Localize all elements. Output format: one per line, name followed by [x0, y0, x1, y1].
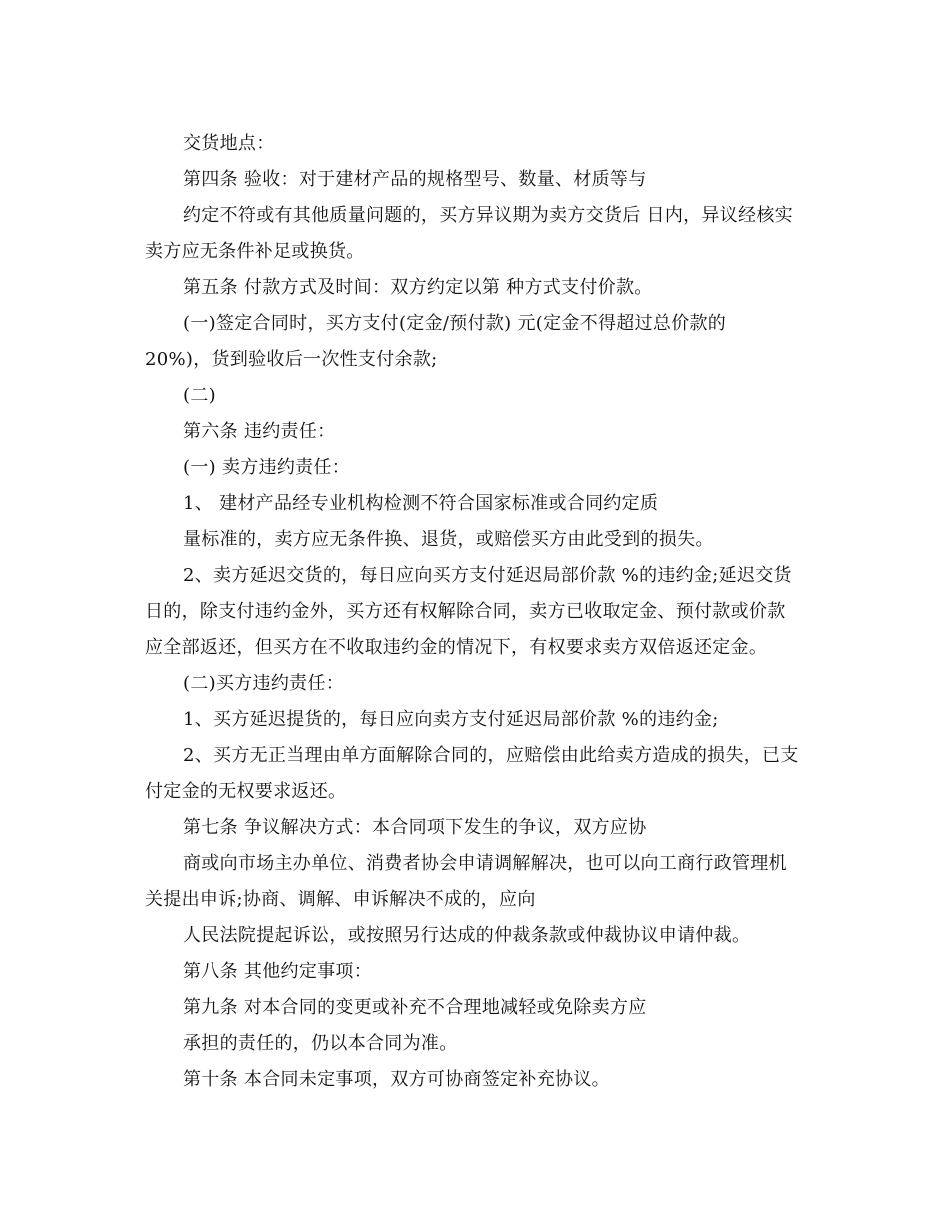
text-line-17: 1、买方延迟提货的，每日应向卖方支付延迟局部价款 %的违约金; [183, 709, 719, 730]
text-line-8: (二) [183, 385, 216, 406]
text-line-12: 量标准的，卖方应无条件换、退货，或赔偿买方由此受到的损失。 [183, 529, 714, 550]
text-line-23: 人民法院提起诉讼，或按照另行达成的仲裁条款或仲裁协议申请仲裁。 [183, 925, 751, 946]
text-line-16: (二)买方违约责任： [183, 673, 345, 694]
text-line-11: 1、 建材产品经专业机构检测不符合国家标准或合同约定质 [183, 493, 659, 514]
text-line-21: 商或向市场主办单位、消费者协会申请调解解决，也可以向工商行政管理机 [183, 853, 787, 874]
text-line-1: 交货地点： [183, 133, 275, 154]
text-line-19: 付定金的无权要求返还。 [145, 781, 347, 802]
text-line-9: 第六条 违约责任： [183, 421, 336, 442]
text-line-24: 第八条 其他约定事项： [183, 961, 373, 982]
text-line-4: 卖方应无条件补足或换货。 [145, 241, 365, 262]
text-line-10: (一) 卖方违约责任： [183, 457, 351, 478]
text-line-27: 第十条 本合同未定事项，双方可协商签定补充协议。 [183, 1069, 610, 1090]
text-line-18: 2、买方无正当理由单方面解除合同的，应赔偿由此给卖方造成的损失，已支 [183, 745, 799, 766]
text-line-5: 第五条 付款方式及时间：双方约定以第 种方式支付价款。 [183, 277, 653, 298]
text-line-7: 20%)，货到验收后一次性支付余款; [145, 349, 438, 370]
text-line-13: 2、卖方延迟交货的，每日应向买方支付延迟局部价款 %的违约金;延迟交货 [183, 565, 792, 586]
text-line-22: 关提出申诉;协商、调解、申诉解决不成的，应向 [145, 889, 536, 910]
text-line-15: 应全部返还，但买方在不收取违约金的情况下，有权要求卖方双倍返还定金。 [145, 637, 768, 658]
text-line-3: 约定不符或有其他质量问题的，买方异议期为卖方交货后 日内，异议经核实 [183, 205, 793, 226]
text-line-25: 第九条 对本合同的变更或补充不合理地减轻或免除卖方应 [183, 997, 647, 1018]
text-line-6: (一)签定合同时，买方支付(定金/预付款) 元(定金不得超过总价款的 [183, 313, 727, 334]
text-line-20: 第七条 争议解决方式：本合同项下发生的争议，双方应协 [183, 817, 647, 838]
text-line-26: 承担的责任的，仍以本合同为准。 [183, 1033, 458, 1054]
text-line-2: 第四条 验收：对于建材产品的规格型号、数量、材质等与 [183, 169, 647, 190]
text-line-14: 日的，除支付违约金外，买方还有权解除合同，卖方已收取定金、预付款或价款 [145, 601, 786, 622]
